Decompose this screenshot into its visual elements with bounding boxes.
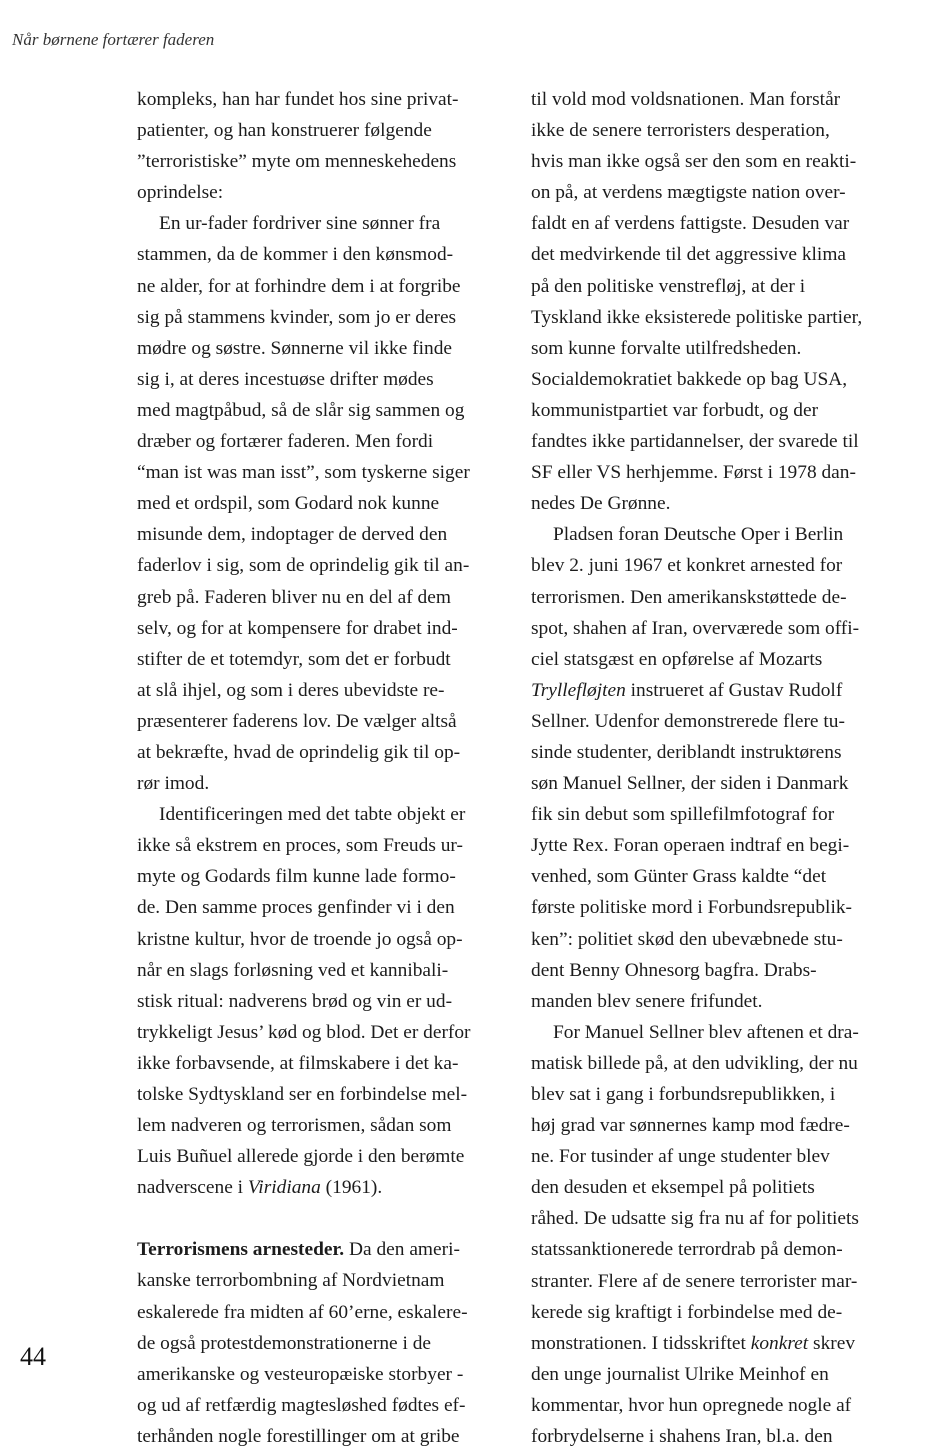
text-line: En ur-fader fordriver sine sønner fra — [159, 213, 441, 235]
text-line: myte og Godards film kunne lade formo- — [137, 866, 456, 888]
text-line: terhånden nogle forestillinger om at gribe — [137, 1425, 460, 1447]
text-line: råhed. De udsatte sig fra nu af for politiets — [531, 1208, 859, 1230]
text-line: sig i, at deres incestuøse drifter mødes — [137, 368, 434, 390]
text-line: kerede sig kraftigt i forbindelse med de- — [531, 1301, 843, 1323]
left-column — [137, 84, 509, 1452]
text-line: ikke de senere terroristers desperation, — [531, 120, 830, 142]
text-line: Identificeringen med det tabte objekt er — [159, 804, 466, 826]
text-line: lem nadveren og terrorismen, sådan som — [137, 1115, 452, 1137]
paragraph-intro — [137, 84, 509, 208]
text-line: Pladsen foran Deutsche Oper i Berlin — [553, 524, 844, 546]
text-line: ikke forbavsende, at filmskabere i det ka- — [137, 1052, 459, 1074]
text-line: faderlov i sig, som de oprindelig gik til an- — [137, 555, 470, 577]
text-line: manden blev senere frifundet. — [531, 990, 763, 1012]
text-line: de også protestdemonstrationerne i de — [137, 1332, 432, 1354]
text-line: stranter. Flere af de senere terrorister mar- — [531, 1270, 858, 1292]
text-line: kommentar, hvor hun opregnede nogle af — [531, 1394, 852, 1416]
text-line: SF eller VS herhjemme. Først i 1978 dan- — [531, 462, 856, 484]
text-line: at slå ihjel, og som i deres ubevidste re- — [137, 679, 445, 701]
film-title-viridiana: Viridiana — [247, 1177, 321, 1199]
text-line: trykkeligt Jesus’ kød og blod. Det er derfor — [137, 1021, 471, 1043]
text-line: monstrationen. I tidsskriftet konkret skrev — [531, 1332, 856, 1354]
text-line: oprindelse: — [137, 182, 224, 204]
text-line: greb på. Faderen bliver nu en del af dem — [137, 586, 451, 608]
section-terrorismens-arnesteder — [137, 1234, 509, 1452]
text-line: dræber og fortærer faderen. Men fordi — [137, 431, 434, 453]
text-line: sig på stammens kvinder, som jo er deres — [137, 306, 457, 328]
text-line: patienter, og han konstruerer følgende — [137, 120, 432, 142]
text-line: og ud af retfærdig magtesløshed fødtes ef- — [137, 1394, 466, 1416]
text-line: stifter de et totemdyr, som det er forbudt — [137, 648, 451, 670]
text-line: den unge journalist Ulrike Meinhof en — [531, 1363, 829, 1385]
text-line: kanske terrorbombning af Nordvietnam — [137, 1270, 445, 1292]
text-line: kompleks, han har fundet hos sine privat- — [137, 89, 459, 110]
text-line: selv, og for at kompensere for drabet ind- — [137, 617, 458, 639]
right-column — [531, 84, 915, 1452]
text-line: amerikanske og vesteuropæiske storbyer - — [137, 1363, 464, 1385]
text-line: Tryllefløjten instrueret af Gustav Rudolf — [531, 679, 843, 701]
paragraph-myth — [137, 208, 509, 799]
text-line: ne. For tusinder af unge studenter blev — [531, 1146, 830, 1168]
text-line: som kunne forvalte utilfredsheden. — [531, 337, 802, 359]
text-line: stammen, da de kommer i den kønsmod- — [137, 244, 454, 266]
text-line: ken”: politiet skød den ubevæbnede stu- — [531, 928, 843, 950]
text-line: til vold mod voldsnationen. Man forstår — [531, 89, 841, 110]
text-line: tolske Sydtyskland ser en forbindelse mel- — [137, 1084, 468, 1105]
text-line: ”terroristiske” myte om menneskehedens — [137, 151, 457, 173]
text-line: mødre og søstre. Sønnerne vil ikke finde — [137, 337, 453, 359]
running-header: Når børnene fortærer faderen — [12, 30, 215, 49]
text-line: de. Den samme proces genfinder vi i den — [137, 897, 455, 919]
text-line: on på, at verdens mægtigste nation over- — [531, 182, 846, 204]
text-line: hvis man ikke også ser den som en reakti- — [531, 151, 857, 173]
text-line: ne alder, for at forhindre dem i at forgribe — [137, 275, 461, 297]
text-line: For Manuel Sellner blev aftenen et dra- — [553, 1021, 859, 1043]
text-line: præsenterer faderens lov. De vælger altså — [137, 710, 457, 732]
text-line: rør imod. — [137, 773, 210, 795]
paragraph-deutsche-oper — [531, 519, 915, 1017]
text-line: når en slags forløsning ved et kannibali- — [137, 959, 449, 981]
text-line: blev 2. juni 1967 et konkret arnested for — [531, 555, 843, 577]
paragraph-manuel-sellner — [531, 1017, 915, 1452]
text-line: spot, shahen af Iran, overværede som offi- — [531, 617, 860, 639]
text-line: nedes De Grønne. — [531, 493, 671, 515]
text-line: ciel statsgæst en opførelse af Mozarts — [531, 648, 823, 670]
text-line: med et ordspil, som Godard nok kunne — [137, 493, 440, 515]
text-line: ikke så ekstrem en proces, som Freuds ur- — [137, 835, 463, 857]
text-line: det medvirkende til det aggressive klima — [531, 244, 847, 266]
text-line: med magtpåbud, så de slår sig sammen og — [137, 399, 465, 421]
text-line: kristne kultur, hvor de troende jo også op- — [137, 928, 463, 950]
text-line: Jytte Rex. Foran operaen indtraf en begi- — [531, 835, 850, 857]
text-line: terrorismen. Den amerikanskstøttede de- — [531, 586, 847, 608]
text-line: stisk ritual: nadverens brød og vin er ud- — [137, 990, 453, 1012]
text-line: sinde studenter, deriblandt instruktørens — [531, 741, 842, 763]
text-line: på den politiske venstrefløj, at der i — [531, 275, 806, 297]
text-line: “man ist was man isst”, som tyskerne siger — [137, 462, 470, 484]
text-line: eskalerede fra midten af 60’erne, eskalere- — [137, 1301, 468, 1323]
page-number: 44 — [20, 1342, 46, 1371]
paragraph-violence — [531, 84, 915, 519]
text-line: statssanktionerede terrordrab på demon- — [531, 1239, 843, 1261]
opera-title-tryllefloejten: Tryllefløjten — [531, 679, 626, 701]
text-line: at bekræfte, hvad de oprindelig gik til op- — [137, 741, 461, 763]
text-line: blev sat i gang i forbundsrepublikken, i — [531, 1084, 836, 1105]
text-line: Terrorismens arnesteder. Da den ameri- — [137, 1239, 460, 1261]
section-heading: Terrorismens arnesteder. — [137, 1239, 345, 1261]
text-line: faldt en af verdens fattigste. Desuden var — [531, 213, 850, 235]
text-line: høj grad var sønnernes kamp mod fædre- — [531, 1115, 850, 1137]
paragraph-identification — [137, 799, 509, 1203]
text-line: fik sin debut som spillefilmfotograf for — [531, 804, 835, 826]
text-line: Luis Buñuel allerede gjorde i den berømte — [137, 1146, 465, 1168]
text-line: kommunistpartiet var forbudt, og der — [531, 399, 819, 421]
text-line: Tyskland ikke eksisterede politiske partier, — [531, 306, 863, 328]
text-line: den desuden et eksempel på politiets — [531, 1177, 815, 1199]
text-line: venhed, som Günter Grass kaldte “det — [531, 866, 827, 888]
text-line: forbrydelserne i shahens Iran, bl.a. den — [531, 1426, 833, 1448]
text-line: dent Benny Ohnesorg bagfra. Drabs- — [531, 959, 817, 981]
text-line: søn Manuel Sellner, der siden i Danmark — [531, 773, 849, 795]
text-line: fandtes ikke partidannelser, der svarede til — [531, 431, 859, 453]
text-line: nadverscene i Viridiana (1961). — [137, 1177, 383, 1199]
text-line: matisk billede på, at den udvikling, der nu — [531, 1052, 858, 1074]
text-line: Socialdemokratiet bakkede op bag USA, — [531, 368, 848, 390]
text-line: misunde dem, indoptager de derved den — [137, 524, 448, 546]
text-line: Sellner. Udenfor demonstrerede flere tu- — [531, 710, 845, 732]
magazine-title-konkret: konkret — [750, 1332, 809, 1354]
text-line: første politiske mord i Forbundsrepublik- — [531, 897, 852, 919]
